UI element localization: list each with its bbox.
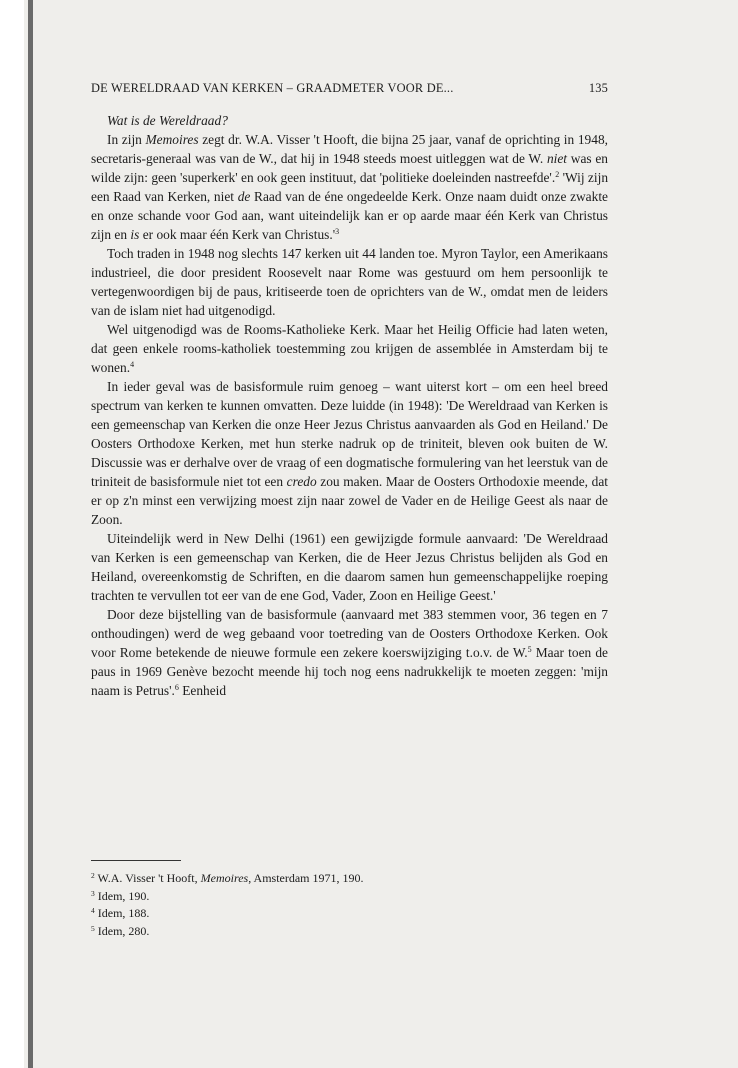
- text-run: zou maken. Maar de Oosters Orthodoxie meende, dat er op z'n minst een verwijzing moest zijn naar zowel de Vader en de Heilige Geest als naar de Zoon.: [91, 474, 608, 527]
- footnote-2: [91, 870, 608, 888]
- text-run: Door deze bijstelling van de basisformule (aanvaard met 383 stemmen voor, 36 tegen en 7 onthoudingen) werd de weg gebaand voor toetreding van de Oosters Orthodoxe Kerken. Ook voor Rome betekende de nieuwe formule een zekere koerswijziging t.o.v. de W.: [91, 607, 608, 660]
- running-header: [91, 81, 608, 95]
- paragraph-1: [91, 130, 608, 244]
- page-number: 135: [588, 81, 608, 95]
- italic-run: is: [130, 227, 140, 242]
- footnote-italic: Memoires: [200, 871, 249, 885]
- footnote-divider: [91, 860, 181, 861]
- paragraph-4: [91, 377, 608, 529]
- footnote-ref: 4: [130, 360, 135, 369]
- running-title: DE WERELDRAAD VAN KERKEN – GRAADMETER VOOR DE...: [91, 81, 454, 95]
- text-run: 'Wij zijn een Raad van Kerken, niet: [91, 170, 609, 204]
- text-run: zegt dr. W.A. Visser 't Hooft, die bijna 25 jaar, vanaf de oprichting in 1948, secretaris-generaal was van de W., dat hij in 1948 steeds moest uitleggen wat de W.: [91, 132, 608, 166]
- footnote-number: 2: [91, 871, 95, 880]
- text-run: was en wilde zijn: geen 'superkerk' en ook geen instituut, dat 'politieke doeleinden nastreefde'.: [91, 151, 608, 185]
- footnote-ref: 3: [335, 227, 340, 236]
- body-text: [91, 111, 608, 700]
- text-run: Eenheid: [178, 683, 227, 698]
- text-run: Maar toen de paus in 1969 Genève bezocht meende hij toch nog eens nadrukkelijk te moeten zeggen: 'mijn naam is Petrus'.: [91, 645, 609, 698]
- footnote-number: 4: [91, 906, 95, 915]
- footnote-text: , Amsterdam 1971, 190.: [248, 871, 364, 885]
- footnote-ref: 6: [174, 683, 179, 692]
- footnote-text: Idem, 190.: [94, 888, 150, 903]
- paragraph-3: [91, 320, 608, 377]
- footnote-text: W.A. Visser 't Hooft,: [94, 871, 201, 885]
- footnote-ref: 5: [527, 645, 532, 654]
- italic-run: de: [237, 189, 251, 204]
- scan-left-margin: [0, 0, 24, 1068]
- text-run: In ieder geval was de basisformule ruim genoeg – want uiterst kort – om een heel breed spectrum van kerken te kunnen omvatten. Deze luidde (in 1948): 'De Wereldraad van Kerken is een gemeenschap van Kerken die onze Heer Jezus Christus aanvaarden als God en Heiland.' De Oosters Orthodoxe Kerken, met hun sterke nadruk op de triniteit, bleven ook buiten de W. Discussie was er derhalve over de vraag of een dogmatische formulering van het leerstuk van de triniteit de basisformule niet tot een: [91, 379, 608, 489]
- italic-run: credo: [286, 474, 317, 489]
- footnote-4: [91, 905, 608, 923]
- footnote-5: [91, 923, 608, 941]
- text-run: In zijn: [107, 132, 146, 147]
- footnote-number: 5: [91, 923, 95, 933]
- footnote-number: 3: [91, 888, 95, 898]
- paragraph-6: [91, 605, 608, 700]
- footnote-text: Idem, 188.: [94, 906, 150, 920]
- scan-binding-edge: [28, 0, 33, 1068]
- text-run: Wel uitgenodigd was de Rooms-Katholieke Kerk. Maar het Heilig Officie had laten weten, dat geen enkele rooms-katholiek toestemming zou krijgen de assemblée in Amsterdam bij te wonen.: [91, 322, 608, 375]
- italic-run: niet: [546, 151, 568, 166]
- footnotes: [91, 870, 608, 940]
- paragraph-2: Toch traden in 1948 nog slechts 147 kerken uit 44 landen toe. Myron Taylor, een Amerikaans industrieel, die door president Roosevelt naar Rome was gestuurd om hem persoonlijk te vertegenwoordigen bij de paus, kritiseerde toen de oprichters van de W., omdat men de leiders van de islam niet had uitgenodigd.: [91, 246, 608, 318]
- footnote-text: Idem, 280.: [94, 923, 150, 938]
- text-run: er ook maar één Kerk van Christus.': [139, 227, 336, 242]
- footnote-3: [91, 888, 608, 906]
- text-run: Raad van de éne ongedeelde Kerk. Onze naam duidt onze zwakte en onze schande voor God aan, want uiteindelijk kan er op aarde maar één Kerk van Christus zijn en: [91, 189, 608, 242]
- italic-run: Memoires: [145, 132, 199, 147]
- section-heading: Wat is de Wereldraad?: [107, 113, 228, 128]
- footnote-ref: 2: [555, 170, 560, 179]
- paragraph-5: Uiteindelijk werd in New Delhi (1961) een gewijzigde formule aanvaard: 'De Wereldraad van Kerken is een gemeenschap van Kerken, die de Heer Jezus Christus belijden als God en Heiland, overeenkomstig de Schriften, en die daarom samen hun gemeenschappelijke roeping trachten te vervullen tot eer van de ene God, Vader, Zoon en Heilige Geest.': [91, 531, 608, 603]
